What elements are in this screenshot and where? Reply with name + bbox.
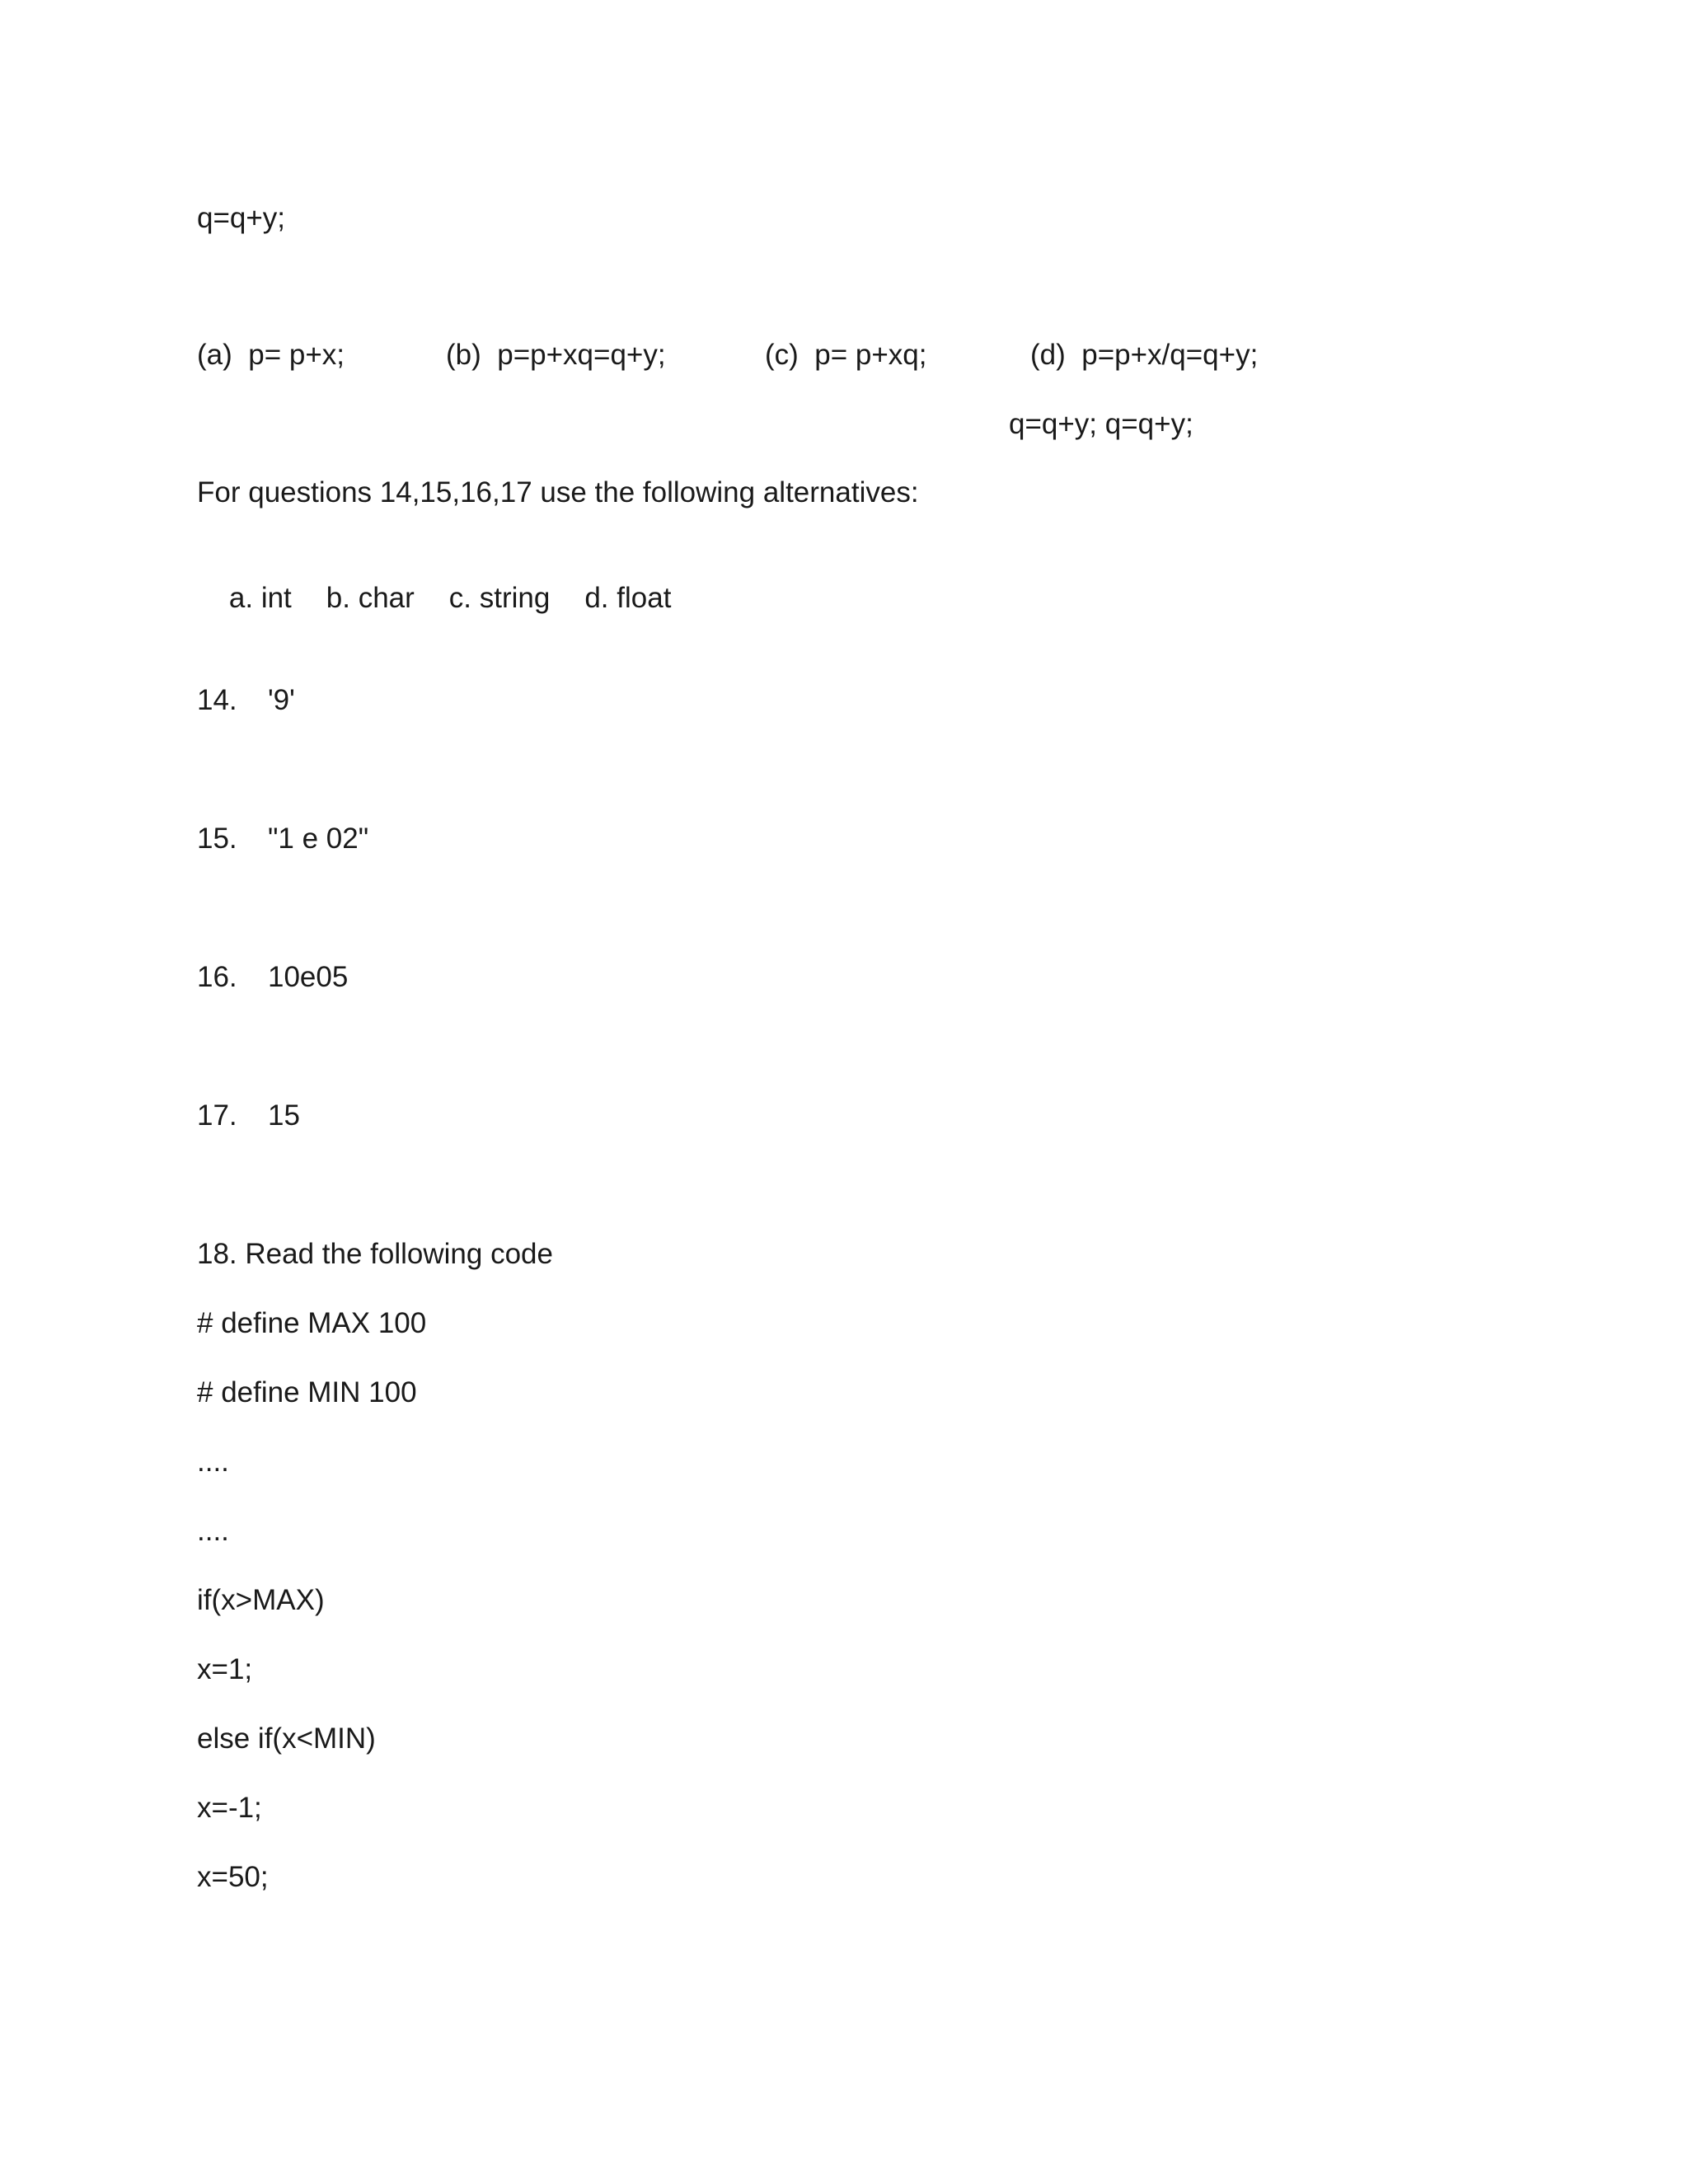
question-number: 16. (197, 961, 237, 993)
code-line: x=-1; (197, 1792, 262, 1824)
question-text: 10e05 (268, 961, 349, 993)
alternative-a: a. int (228, 582, 292, 614)
option-c: (c) p= p+xq; (765, 339, 927, 371)
alternatives-list (197, 544, 671, 653)
code-line: else if(x<MIN) (197, 1722, 376, 1755)
option-b: (b) p=p+xq=q+y; (446, 339, 666, 371)
code-line: if(x>MAX) (197, 1584, 325, 1616)
code-line: .... (197, 1446, 229, 1478)
question-text: '9' (268, 684, 295, 716)
question-text: "1 e 02" (268, 823, 369, 855)
option-d-continuation: q=q+y; q=q+y; (1009, 408, 1193, 440)
code-line: # define MIN 100 (197, 1376, 417, 1408)
alternative-d: d. float (584, 582, 672, 614)
question-number: 14. (197, 684, 237, 716)
option-d: (d) p=p+x/q=q+y; (1030, 339, 1259, 371)
question-number: 17. (197, 1099, 237, 1132)
alternative-b: b. char (326, 582, 415, 614)
question-18-heading: 18. Read the following code (197, 1238, 553, 1270)
question-text: 15 (268, 1099, 300, 1132)
code-line: x=1; (197, 1653, 253, 1685)
code-line-q-update: q=q+y; (197, 202, 286, 234)
question-number: 15. (197, 823, 237, 855)
instruction-text: For questions 14,15,16,17 use the following alternatives: (197, 476, 919, 509)
code-line: # define MAX 100 (197, 1307, 427, 1339)
code-line: x=50; (197, 1861, 269, 1893)
alternative-c: c. string (448, 582, 551, 614)
code-line: .... (197, 1515, 229, 1547)
option-a: (a) p= p+x; (197, 339, 345, 371)
